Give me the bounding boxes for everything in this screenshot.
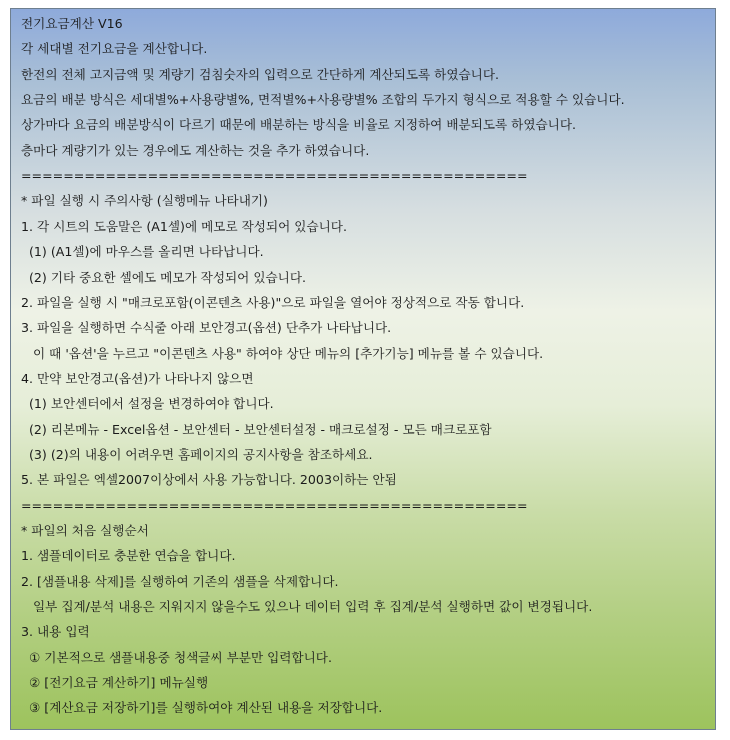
note-line: 2. [샘플내용 삭제]를 실행하여 기존의 샘플을 삭제합니다.	[21, 573, 339, 589]
note-line: (1) 보안센터에서 설정을 변경하여야 합니다.	[21, 396, 274, 412]
note-line: 5. 본 파일은 엑셀2007이상에서 사용 가능합니다. 2003이하는 안됨	[21, 472, 397, 488]
note-line: (2) 기타 중요한 셀에도 메모가 작성되어 있습니다.	[21, 269, 307, 285]
note-line: ② [전기요금 계산하기] 메뉴실행	[21, 675, 209, 691]
note-line: 1. 각 시트의 도움말은 (A1셀)에 메모로 작성되어 있습니다.	[21, 218, 347, 234]
note-line: 이 때 '옵션'을 누르고 "이콘텐츠 사용" 하여야 상단 메뉴의 [추가기능] 메뉴를 볼 수 있습니다.	[21, 345, 544, 361]
note-line: (1) (A1셀)에 마우스를 올리면 나타납니다.	[21, 244, 264, 260]
note-line: ================================================	[21, 168, 528, 184]
note-line: 3. 내용 입력	[21, 624, 90, 640]
note-line: 4. 만약 보안경고(옵션)가 나타나지 않으면	[21, 370, 254, 386]
note-line: ① 기본적으로 샘플내용중 청색글씨 부분만 입력합니다.	[21, 649, 332, 665]
note-line: 층마다 계량기가 있는 경우에도 계산하는 것을 추가 하였습니다.	[21, 142, 370, 158]
note-line: 각 세대별 전기요금을 계산합니다.	[21, 41, 208, 57]
cell-comment-note	[10, 8, 716, 730]
note-line: * 파일의 처음 실행순서	[21, 523, 149, 538]
note-line: 1. 샘플데이터로 충분한 연습을 합니다.	[21, 548, 236, 564]
note-line: 요금의 배분 방식은 세대별%+사용량별%, 면적별%+사용량별% 조합의 두가지 형식으로 적용할 수 있습니다.	[21, 92, 625, 108]
note-line: ③ [계산요금 저장하기]를 실행하여야 계산된 내용을 저장합니다.	[21, 700, 383, 716]
note-line: (3) (2)의 내용이 어려우면 홈페이지의 공지사항을 참조하세요.	[21, 446, 373, 462]
note-line: ================================================	[21, 497, 528, 513]
note-line: 한전의 전체 고지금액 및 계량기 검침숫자의 입력으로 간단하게 계산되도록 하였습니다.	[21, 66, 499, 82]
note-line: * 파일 실행 시 주의사항 (실행메뉴 나타내기)	[21, 193, 268, 209]
note-line: 일부 집계/분석 내용은 지워지지 않을수도 있으나 데이터 입력 후 집계/분석 실행하면 값이 변경됩니다.	[21, 599, 593, 615]
note-line: 전기요금계산 V16	[21, 16, 123, 31]
note-line: 2. 파일을 실행 시 "매크로포함(이콘텐츠 사용)"으로 파일을 열어야 정상적으로 작동 합니다.	[21, 294, 525, 310]
note-line: 상가마다 요금의 배분방식이 다르기 때문에 배분하는 방식을 비율로 지정하여 배분되도록 하였습니다.	[21, 117, 576, 133]
note-line: (2) 리본메뉴 - Excel옵션 - 보안센터 - 보안센터설정 - 매크로설정 - 모든 매크로포함	[21, 421, 492, 437]
note-line: 3. 파일을 실행하면 수식줄 아래 보안경고(옵션) 단추가 나타납니다.	[21, 320, 392, 336]
